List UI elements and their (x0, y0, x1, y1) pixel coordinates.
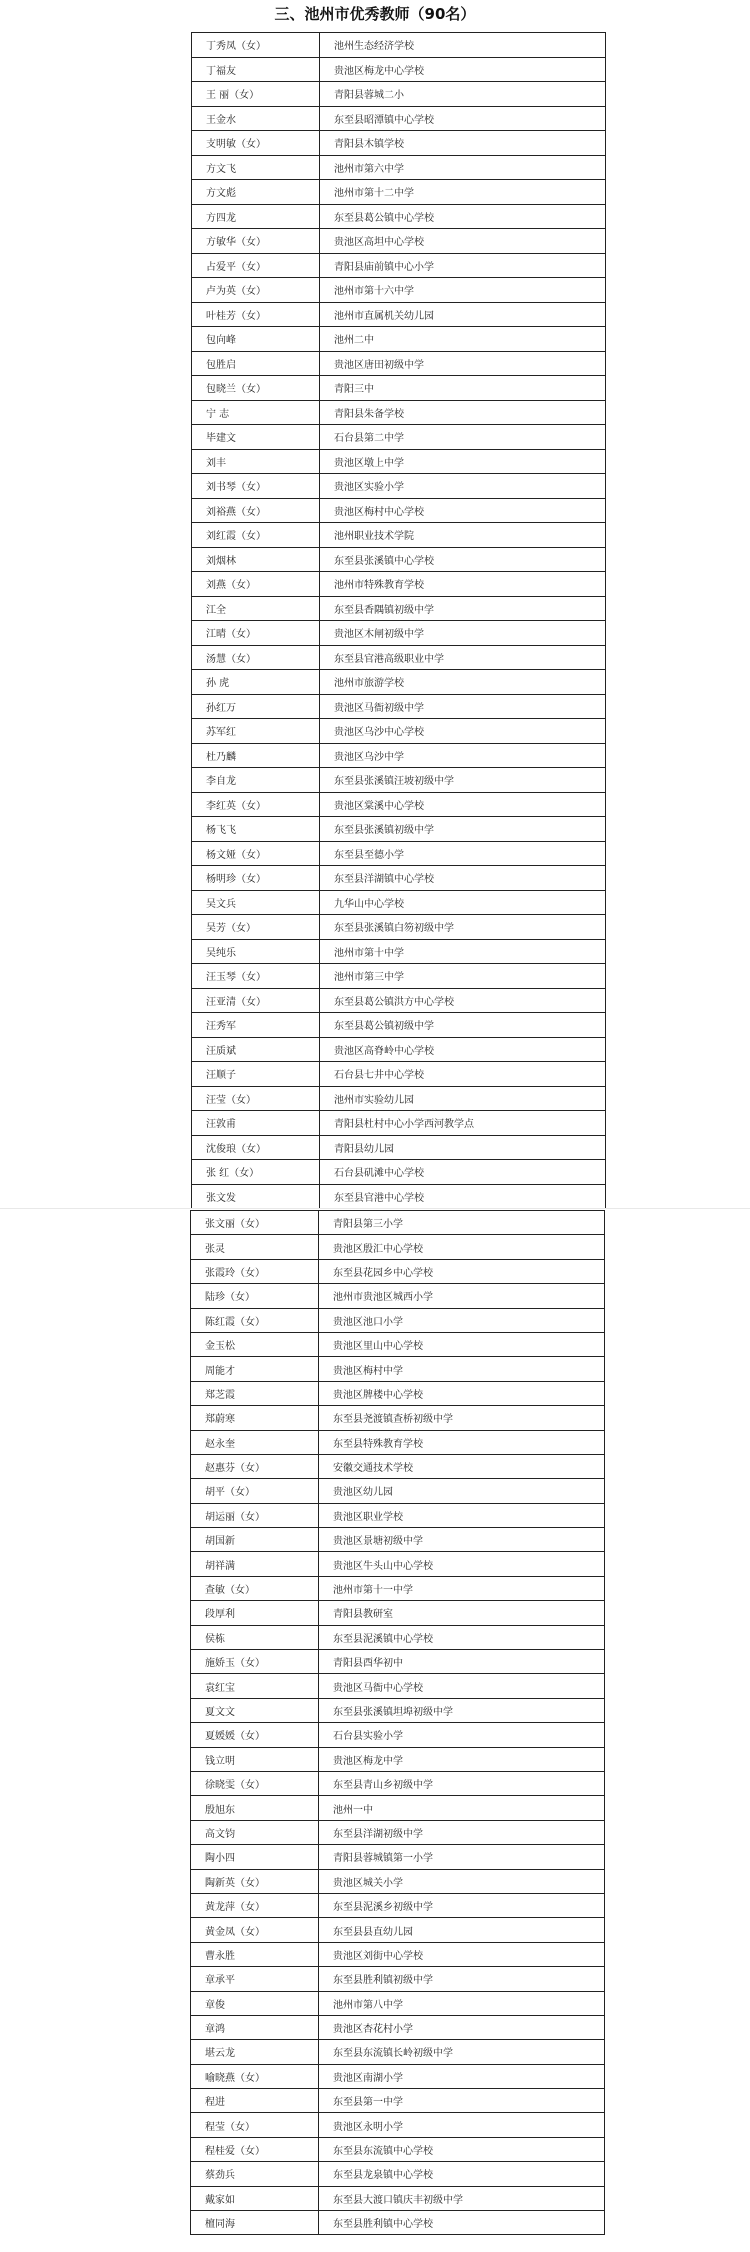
table-row (191, 1845, 605, 1869)
teacher-name-cell: 段厚利 (191, 1601, 319, 1625)
school-cell: 东至县县直幼儿园 (319, 1918, 605, 1942)
table-row (192, 1135, 606, 1160)
teacher-name-cell: 章俊 (191, 1991, 319, 2015)
school-cell: 青阳县蓉城镇第一小学 (319, 1845, 605, 1869)
teacher-name-cell: 郑蔚寒 (191, 1406, 319, 1430)
teacher-name-cell: 徐晓雯（女） (191, 1771, 319, 1795)
teacher-name-cell: 苏军红 (192, 719, 320, 744)
table-row (191, 1942, 605, 1966)
teacher-name-cell: 程桂爱（女） (191, 2137, 319, 2161)
teacher-name-cell: 江晴（女） (192, 621, 320, 646)
school-cell: 贵池区马衙中心学校 (319, 1674, 605, 1698)
teacher-name-cell: 汪玉琴（女） (192, 964, 320, 989)
school-cell: 东至县昭潭镇中心学校 (320, 106, 606, 131)
school-cell: 池州市第三中学 (320, 964, 606, 989)
table-row (192, 278, 606, 303)
teacher-name-cell: 杨明珍（女） (192, 866, 320, 891)
teacher-name-cell: 章承平 (191, 1967, 319, 1991)
school-cell: 青阳县教研室 (319, 1601, 605, 1625)
school-cell: 青阳县庙前镇中心小学 (320, 253, 606, 278)
table-row (192, 890, 606, 915)
teacher-name-cell: 殷旭东 (191, 1796, 319, 1820)
table-row (192, 1086, 606, 1111)
table-row (192, 204, 606, 229)
school-cell: 东至县大渡口镇庆丰初级中学 (319, 2186, 605, 2210)
teacher-name-cell: 叶桂芳（女） (192, 302, 320, 327)
teacher-name-cell: 王 丽（女） (192, 82, 320, 107)
table-row (191, 1967, 605, 1991)
school-cell: 贵池区高坦中心学校 (320, 229, 606, 254)
school-cell: 贵池区殷汇中心学校 (319, 1235, 605, 1259)
school-cell: 贵池区职业学校 (319, 1503, 605, 1527)
teacher-name-cell: 吴纯乐 (192, 939, 320, 964)
school-cell: 东至县洋湖镇中心学校 (320, 866, 606, 891)
school-cell: 东至县葛公镇洪方中心学校 (320, 988, 606, 1013)
table-row (191, 1552, 605, 1576)
school-cell: 东至县至德小学 (320, 841, 606, 866)
school-cell: 九华山中心学校 (320, 890, 606, 915)
teacher-name-cell: 杨飞飞 (192, 817, 320, 842)
table-row (192, 57, 606, 82)
teacher-name-cell: 郑芝霞 (191, 1381, 319, 1405)
teacher-name-cell: 喻晓燕（女） (191, 2064, 319, 2088)
table-row (191, 2015, 605, 2039)
table-row (191, 1211, 605, 1235)
school-cell: 青阳县蓉城二小 (320, 82, 606, 107)
table-row (192, 523, 606, 548)
table-row (192, 670, 606, 695)
school-cell: 东至县张溪镇初级中学 (320, 817, 606, 842)
teacher-name-cell: 胡祥满 (191, 1552, 319, 1576)
table-row (192, 547, 606, 572)
teacher-table-part-2 (190, 1210, 605, 2235)
teacher-name-cell: 宁 志 (192, 400, 320, 425)
table-row (191, 1771, 605, 1795)
teacher-name-cell: 占爱平（女） (192, 253, 320, 278)
table-row (191, 2040, 605, 2064)
table-row (191, 2186, 605, 2210)
table-row (191, 1284, 605, 1308)
school-cell: 青阳三中 (320, 376, 606, 401)
school-cell: 石台县矶滩中心学校 (320, 1160, 606, 1185)
table-row (191, 1625, 605, 1649)
table-row (192, 743, 606, 768)
teacher-name-cell: 方文飞 (192, 155, 320, 180)
teacher-name-cell: 陶小四 (191, 1845, 319, 1869)
school-cell: 东至县胜利镇初级中学 (319, 1967, 605, 1991)
table-row (191, 1918, 605, 1942)
school-cell: 池州市第十中学 (320, 939, 606, 964)
school-cell: 池州市第八中学 (319, 1991, 605, 2015)
teacher-name-cell: 王金水 (192, 106, 320, 131)
teacher-name-cell: 蔡劲兵 (191, 2162, 319, 2186)
teacher-name-cell: 汤慧（女） (192, 645, 320, 670)
table-row (192, 1111, 606, 1136)
teacher-name-cell: 黄龙萍（女） (191, 1893, 319, 1917)
school-cell: 青阳县酉华初中 (319, 1650, 605, 1674)
school-cell: 贵池区池口小学 (319, 1308, 605, 1332)
school-cell: 贵池区牌楼中心学校 (319, 1381, 605, 1405)
school-cell: 池州市第六中学 (320, 155, 606, 180)
teacher-name-cell: 查敏（女） (191, 1576, 319, 1600)
school-cell: 贵池区景塘初级中学 (319, 1528, 605, 1552)
table-row (192, 229, 606, 254)
table-row (191, 2113, 605, 2137)
school-cell: 东至县张溪镇白笏初级中学 (320, 915, 606, 940)
table-row (191, 1357, 605, 1381)
table-row (192, 1037, 606, 1062)
table-row (191, 1576, 605, 1600)
teacher-name-cell: 胡国新 (191, 1528, 319, 1552)
table-row (192, 817, 606, 842)
table-row (192, 1013, 606, 1038)
teacher-name-cell: 施娇玉（女） (191, 1650, 319, 1674)
school-cell: 青阳县朱备学校 (320, 400, 606, 425)
teacher-name-cell: 黄金凤（女） (191, 1918, 319, 1942)
teacher-name-cell: 戴家如 (191, 2186, 319, 2210)
table-row (191, 2137, 605, 2161)
table-row (191, 1381, 605, 1405)
school-cell: 贵池区乌沙中学 (320, 743, 606, 768)
table-row (192, 719, 606, 744)
school-cell: 池州职业技术学院 (320, 523, 606, 548)
table-row (192, 498, 606, 523)
school-cell: 东至县葛公镇中心学校 (320, 204, 606, 229)
table-row (192, 474, 606, 499)
teacher-name-cell: 汪顺子 (192, 1062, 320, 1087)
teacher-name-cell: 吴芳（女） (192, 915, 320, 940)
teacher-name-cell: 陶新英（女） (191, 1869, 319, 1893)
teacher-name-cell: 张灵 (191, 1235, 319, 1259)
school-cell: 贵池区永明小学 (319, 2113, 605, 2137)
teacher-name-cell: 陆珍（女） (191, 1284, 319, 1308)
table-row (191, 1698, 605, 1722)
table-row (191, 1869, 605, 1893)
teacher-name-cell: 汪莹（女） (192, 1086, 320, 1111)
teacher-name-cell: 夏文文 (191, 1698, 319, 1722)
teacher-name-cell: 刘燕（女） (192, 572, 320, 597)
teacher-name-cell: 侯栋 (191, 1625, 319, 1649)
table-row (192, 302, 606, 327)
school-cell: 东至县香隅镇初级中学 (320, 596, 606, 621)
teacher-name-cell: 卢为英（女） (192, 278, 320, 303)
teacher-name-cell: 李自龙 (192, 768, 320, 793)
table-row (192, 376, 606, 401)
school-cell: 贵池区南湖小学 (319, 2064, 605, 2088)
teacher-name-cell: 张霞玲（女） (191, 1259, 319, 1283)
table-row (192, 131, 606, 156)
teacher-name-cell: 丁秀凤（女） (192, 33, 320, 58)
teacher-name-cell: 赵永奎 (191, 1430, 319, 1454)
table-row (192, 425, 606, 450)
teacher-name-cell: 刘裕燕（女） (192, 498, 320, 523)
teacher-name-cell: 汪亚清（女） (192, 988, 320, 1013)
table-row (191, 1674, 605, 1698)
school-cell: 池州市贵池区城西小学 (319, 1284, 605, 1308)
table-row (192, 400, 606, 425)
table-row (191, 2064, 605, 2088)
page-title: 三、池州市优秀教师（90名） (274, 5, 476, 23)
table-row (192, 841, 606, 866)
table-row (192, 694, 606, 719)
teacher-name-cell: 钱立明 (191, 1747, 319, 1771)
teacher-name-cell: 陈红霞（女） (191, 1308, 319, 1332)
table-row (191, 1430, 605, 1454)
school-cell: 青阳县杜村中心小学西河教学点 (320, 1111, 606, 1136)
school-cell: 贵池区高脊岭中心学校 (320, 1037, 606, 1062)
school-cell: 贵池区木闸初级中学 (320, 621, 606, 646)
table-row (192, 915, 606, 940)
school-cell: 东至县第一中学 (319, 2089, 605, 2113)
teacher-name-cell: 汪秀军 (192, 1013, 320, 1038)
teacher-name-cell: 金玉松 (191, 1332, 319, 1356)
teacher-name-cell: 程莹（女） (191, 2113, 319, 2137)
school-cell: 东至县青山乡初级中学 (319, 1771, 605, 1795)
school-cell: 东至县洋湖初级中学 (319, 1820, 605, 1844)
table-row (192, 351, 606, 376)
teacher-name-cell: 刘红霞（女） (192, 523, 320, 548)
teacher-name-cell: 程进 (191, 2089, 319, 2113)
teacher-name-cell: 支明敏（女） (192, 131, 320, 156)
table-row (192, 792, 606, 817)
teacher-name-cell: 周能才 (191, 1357, 319, 1381)
teacher-name-cell: 章鸿 (191, 2015, 319, 2039)
school-cell: 青阳县幼儿园 (320, 1135, 606, 1160)
teacher-name-cell: 高文钧 (191, 1820, 319, 1844)
teacher-name-cell: 孙 虎 (192, 670, 320, 695)
table-row (192, 596, 606, 621)
page-break (0, 1208, 750, 1209)
school-cell: 东至县尧渡镇查桥初级中学 (319, 1406, 605, 1430)
school-cell: 池州二中 (320, 327, 606, 352)
teacher-name-cell: 堪云龙 (191, 2040, 319, 2064)
table-row (191, 1650, 605, 1674)
school-cell: 贵池区刘街中心学校 (319, 1942, 605, 1966)
teacher-name-cell: 江全 (192, 596, 320, 621)
teacher-name-cell: 包晓兰（女） (192, 376, 320, 401)
table-row (192, 155, 606, 180)
school-cell: 东至县东流镇中心学校 (319, 2137, 605, 2161)
teacher-name-cell: 汪敦甫 (192, 1111, 320, 1136)
teacher-name-cell: 张 红（女） (192, 1160, 320, 1185)
school-cell: 池州市第十六中学 (320, 278, 606, 303)
table-row (191, 1406, 605, 1430)
teacher-name-cell: 杜乃麟 (192, 743, 320, 768)
school-cell: 青阳县第三小学 (319, 1211, 605, 1235)
table-row (191, 2089, 605, 2113)
teacher-name-cell: 包向峰 (192, 327, 320, 352)
table-row (191, 1503, 605, 1527)
table-row (192, 1062, 606, 1087)
teacher-table-part-1 (191, 32, 606, 1209)
table-row (191, 1601, 605, 1625)
table-row (192, 964, 606, 989)
school-cell: 贵池区牛头山中心学校 (319, 1552, 605, 1576)
table-row (191, 1454, 605, 1478)
teacher-name-cell: 夏媛媛（女） (191, 1723, 319, 1747)
teacher-name-cell: 李红英（女） (192, 792, 320, 817)
teacher-name-cell: 方四龙 (192, 204, 320, 229)
school-cell: 东至县张溪镇中心学校 (320, 547, 606, 572)
teacher-name-cell: 丁福友 (192, 57, 320, 82)
teacher-name-cell: 张文丽（女） (191, 1211, 319, 1235)
school-cell: 东至县花园乡中心学校 (319, 1259, 605, 1283)
teacher-name-cell: 刘丰 (192, 449, 320, 474)
school-cell: 青阳县木镇学校 (320, 131, 606, 156)
school-cell: 贵池区墩上中学 (320, 449, 606, 474)
table-row (191, 2211, 605, 2235)
table-row (191, 1308, 605, 1332)
school-cell: 贵池区实验小学 (320, 474, 606, 499)
table-row (192, 82, 606, 107)
school-cell: 贵池区梅龙中心学校 (320, 57, 606, 82)
table-row (191, 1723, 605, 1747)
teacher-name-cell: 袁红宝 (191, 1674, 319, 1698)
school-cell: 石台县七井中心学校 (320, 1062, 606, 1087)
teacher-name-cell: 汪质斌 (192, 1037, 320, 1062)
table-row (191, 1747, 605, 1771)
school-cell: 贵池区马衙初级中学 (320, 694, 606, 719)
table-row (191, 1820, 605, 1844)
school-cell: 贵池区梅村中学 (319, 1357, 605, 1381)
school-cell: 贵池区梅村中心学校 (320, 498, 606, 523)
table-row (191, 1796, 605, 1820)
school-cell: 贵池区棠溪中心学校 (320, 792, 606, 817)
teacher-name-cell: 包胜启 (192, 351, 320, 376)
teacher-name-cell: 胡运丽（女） (191, 1503, 319, 1527)
table-row (192, 645, 606, 670)
school-cell: 东至县龙泉镇中心学校 (319, 2162, 605, 2186)
school-cell: 东至县官港高级职业中学 (320, 645, 606, 670)
teacher-name-cell: 孙红万 (192, 694, 320, 719)
teacher-name-cell: 毕建文 (192, 425, 320, 450)
school-cell: 贵池区唐田初级中学 (320, 351, 606, 376)
table-row (192, 939, 606, 964)
school-cell: 东至县张溪镇坦埠初级中学 (319, 1698, 605, 1722)
table-row (192, 768, 606, 793)
teacher-name-cell: 杨文娅（女） (192, 841, 320, 866)
school-cell: 东至县泥溪镇中心学校 (319, 1625, 605, 1649)
school-cell: 东至县胜利镇中心学校 (319, 2211, 605, 2235)
school-cell: 池州市直属机关幼儿园 (320, 302, 606, 327)
school-cell: 贵池区城关小学 (319, 1869, 605, 1893)
school-cell: 池州市第十一中学 (319, 1576, 605, 1600)
school-cell: 东至县东流镇长岭初级中学 (319, 2040, 605, 2064)
teacher-name-cell: 胡平（女） (191, 1479, 319, 1503)
school-cell: 池州生态经济学校 (320, 33, 606, 58)
teacher-name-cell: 檀同海 (191, 2211, 319, 2235)
table-row (192, 988, 606, 1013)
school-cell: 贵池区里山中心学校 (319, 1332, 605, 1356)
table-row (192, 1184, 606, 1209)
teacher-name-cell: 曹永胜 (191, 1942, 319, 1966)
table-row (192, 327, 606, 352)
table-row (191, 1332, 605, 1356)
school-cell: 东至县张溪镇汪坡初级中学 (320, 768, 606, 793)
school-cell: 池州市实验幼儿园 (320, 1086, 606, 1111)
school-cell: 贵池区乌沙中心学校 (320, 719, 606, 744)
table-row (192, 1160, 606, 1185)
school-cell: 东至县泥溪乡初级中学 (319, 1893, 605, 1917)
school-cell: 贵池区杏花村小学 (319, 2015, 605, 2039)
table-row (192, 572, 606, 597)
teacher-name-cell: 张文发 (192, 1184, 320, 1209)
school-cell: 贵池区梅龙中学 (319, 1747, 605, 1771)
table-row (191, 1479, 605, 1503)
teacher-name-cell: 刘烟林 (192, 547, 320, 572)
table-row (191, 1259, 605, 1283)
table-row (192, 180, 606, 205)
teacher-name-cell: 方敏华（女） (192, 229, 320, 254)
table-row (192, 33, 606, 58)
table-row (192, 106, 606, 131)
table-row (191, 1893, 605, 1917)
school-cell: 石台县实验小学 (319, 1723, 605, 1747)
teacher-name-cell: 沈俊琅（女） (192, 1135, 320, 1160)
school-cell: 池州市特殊教育学校 (320, 572, 606, 597)
table-row (192, 866, 606, 891)
teacher-name-cell: 吴文兵 (192, 890, 320, 915)
school-cell: 安徽交通技术学校 (319, 1454, 605, 1478)
school-cell: 石台县第二中学 (320, 425, 606, 450)
table-row (191, 1235, 605, 1259)
teacher-name-cell: 赵惠芬（女） (191, 1454, 319, 1478)
school-cell: 东至县葛公镇初级中学 (320, 1013, 606, 1038)
teacher-name-cell: 刘书琴（女） (192, 474, 320, 499)
teacher-name-cell: 方文彪 (192, 180, 320, 205)
school-cell: 池州市旅游学校 (320, 670, 606, 695)
table-row (191, 1528, 605, 1552)
school-cell: 池州市第十二中学 (320, 180, 606, 205)
school-cell: 东至县官港中心学校 (320, 1184, 606, 1209)
table-row (192, 449, 606, 474)
school-cell: 池州一中 (319, 1796, 605, 1820)
table-row (192, 253, 606, 278)
table-row (191, 2162, 605, 2186)
table-row (191, 1991, 605, 2015)
school-cell: 东至县特殊教育学校 (319, 1430, 605, 1454)
table-row (192, 621, 606, 646)
school-cell: 贵池区幼儿园 (319, 1479, 605, 1503)
